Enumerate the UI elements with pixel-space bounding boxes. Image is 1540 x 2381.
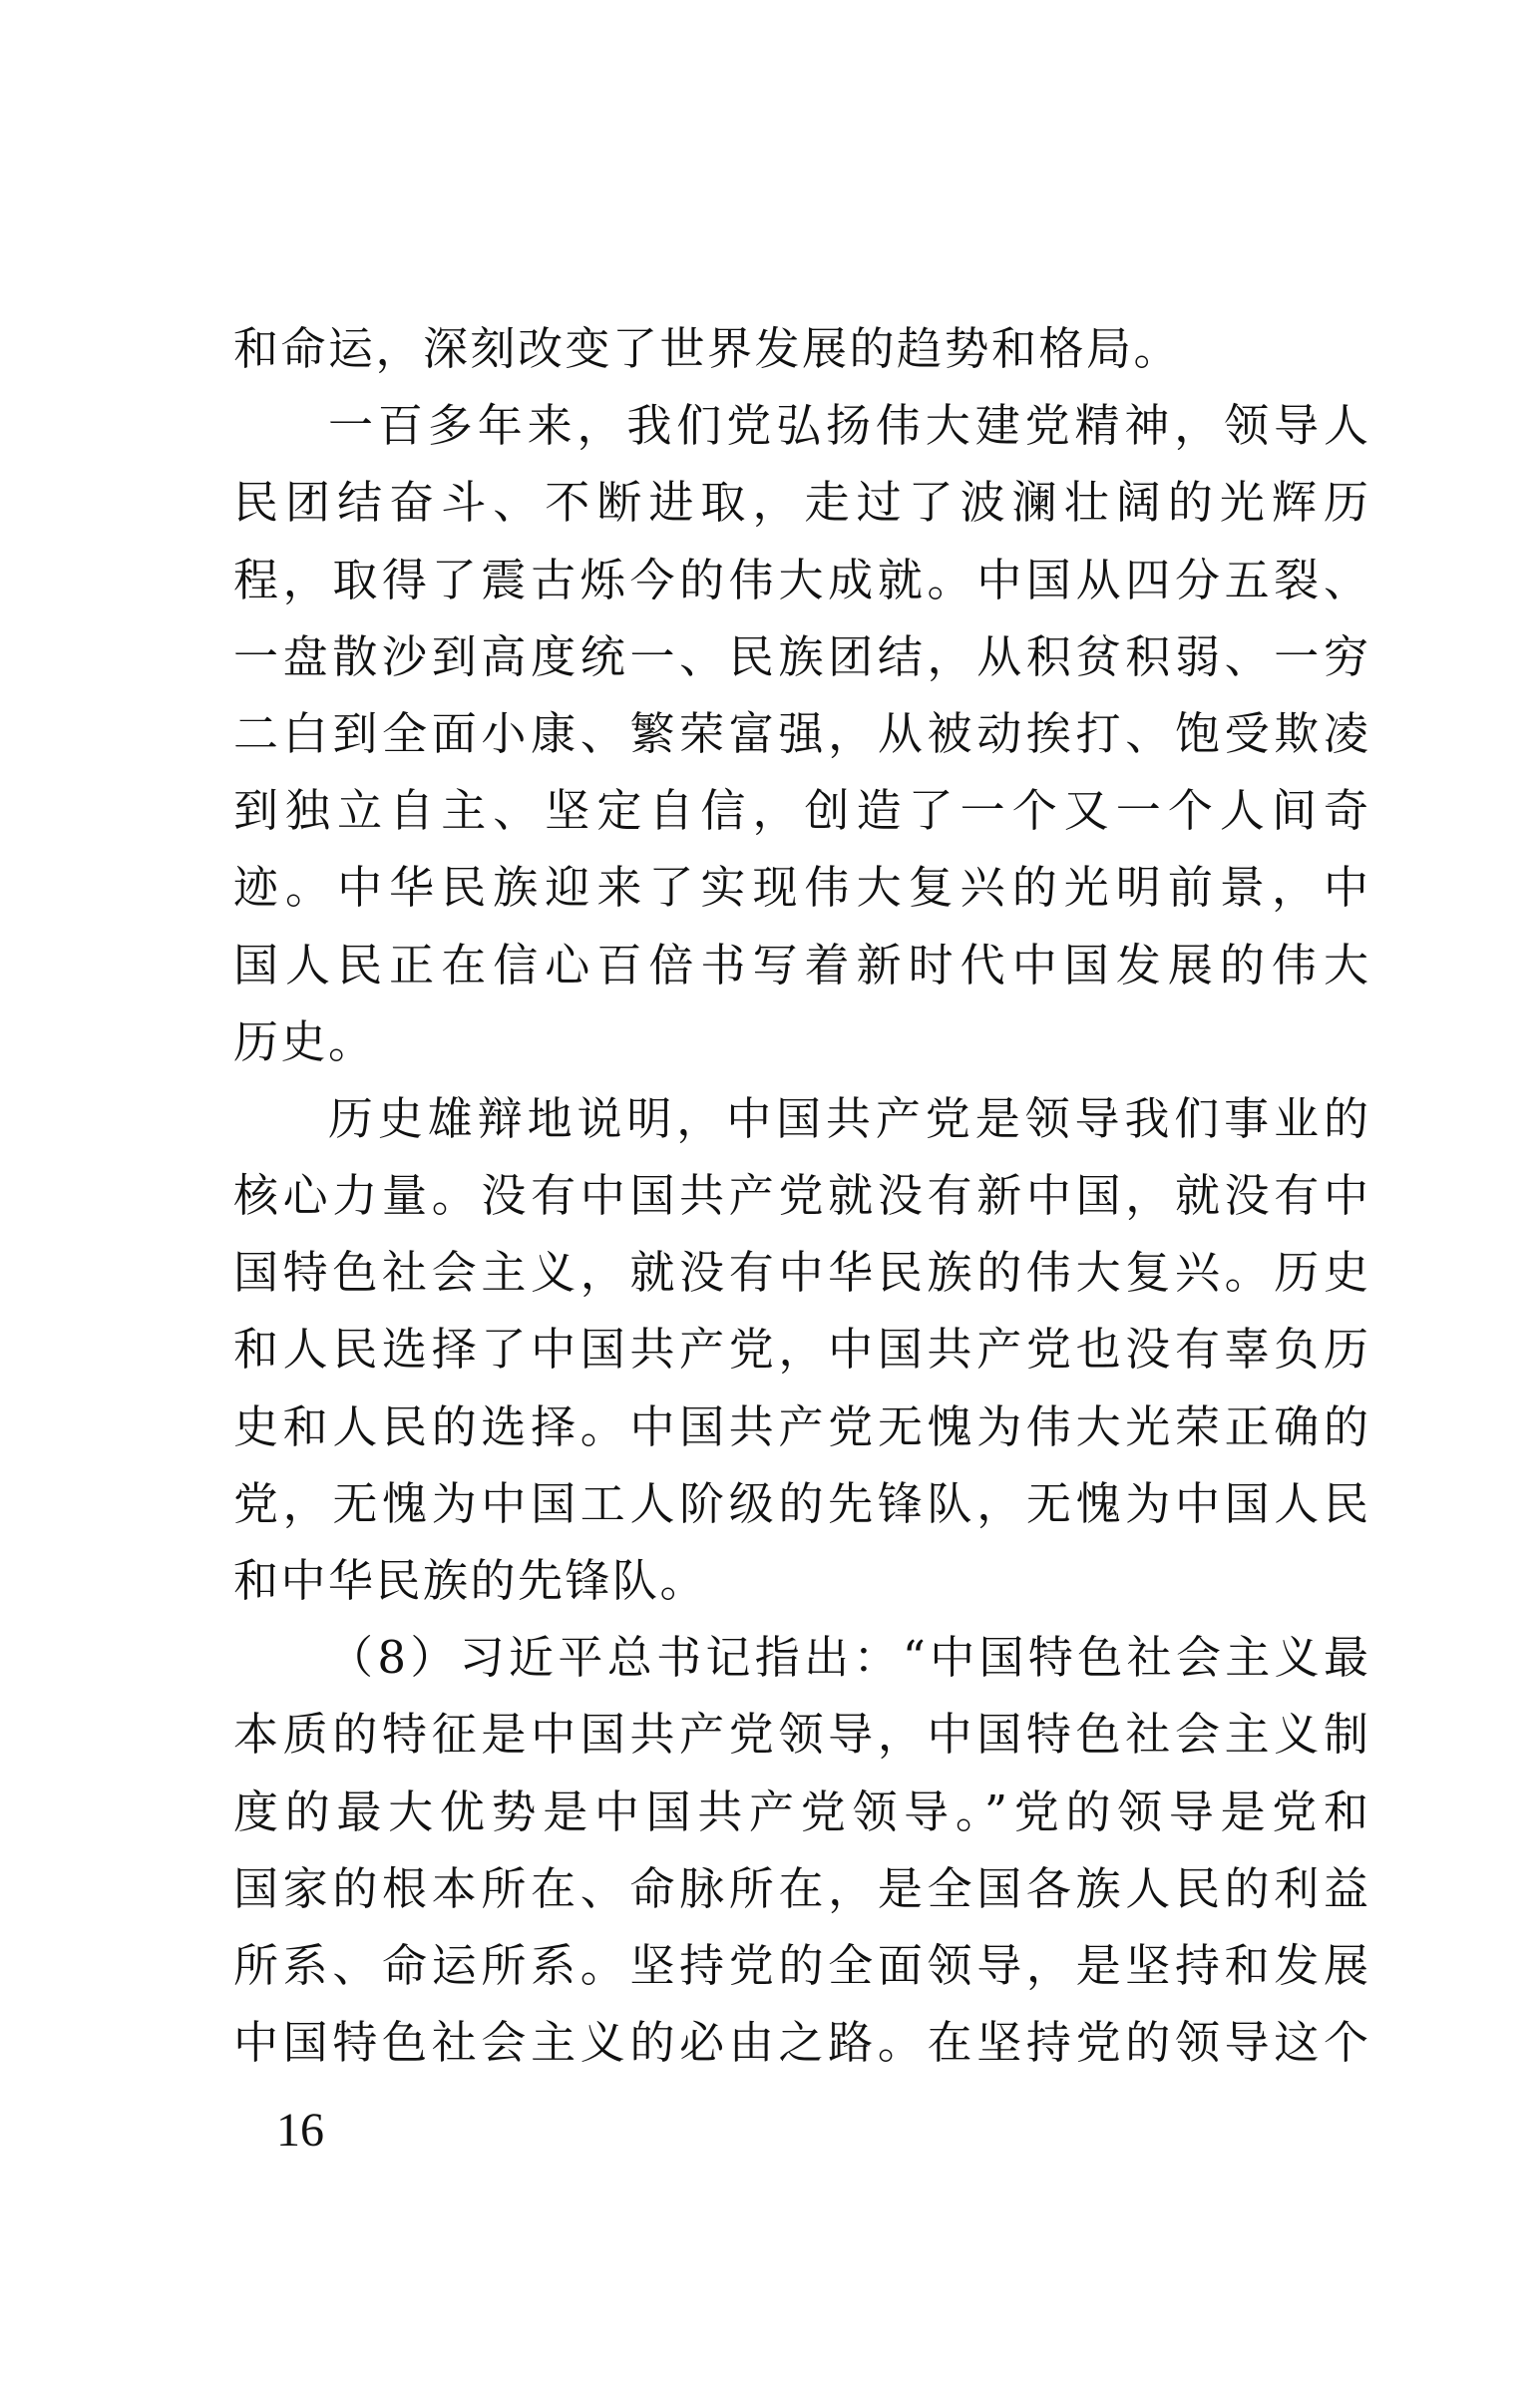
body-text <box>233 310 1368 2081</box>
text-line: 国家的根本所在、命脉所在，是全国各族人民的利益 <box>233 1861 1368 1915</box>
text-line: 和中华民族的先锋队。 <box>233 1554 708 1607</box>
text-line: 历史。 <box>233 1014 376 1068</box>
text-line: 所系、命运所系。坚持党的全面领导，是坚持和发展 <box>233 1938 1368 1992</box>
paragraph <box>233 1619 1368 2081</box>
text-line: 历史雄辩地说明，中国共产党是领导我们事业的 <box>328 1091 1368 1145</box>
text-line: （8）习近平总书记指出：“中国特色社会主义最 <box>328 1631 1368 1685</box>
text-line: 党，无愧为中国工人阶级的先锋队，无愧为中国人民 <box>233 1476 1368 1530</box>
text-line: 一盘散沙到高度统一、民族团结，从积贫积弱、一穷 <box>233 629 1368 683</box>
text-line: 度的最大优势是中国共产党领导。”党的领导是党和 <box>233 1785 1368 1838</box>
text-line: 国人民正在信心百倍书写着新时代中国发展的伟大 <box>233 938 1368 992</box>
text-line: 民团结奋斗、不断进取，走过了波澜壮阔的光辉历 <box>233 476 1368 530</box>
paragraph-continued <box>233 310 1368 387</box>
text-line: 一百多年来，我们党弘扬伟大建党精神，领导人 <box>328 399 1368 453</box>
text-line: 迹。中华民族迎来了实现伟大复兴的光明前景，中 <box>233 861 1368 915</box>
text-line: 国特色社会主义，就没有中华民族的伟大复兴。历史 <box>233 1246 1368 1300</box>
paragraph <box>233 1080 1368 1619</box>
text-line: 核心力量。没有中国共产党就没有新中国，就没有中 <box>233 1169 1368 1223</box>
paragraph <box>233 387 1368 1080</box>
text-line: 到独立自主、坚定自信，创造了一个又一个人间奇 <box>233 784 1368 838</box>
text-line: 二白到全面小康、繁荣富强，从被动挨打、饱受欺凌 <box>233 706 1368 760</box>
text-line: 程，取得了震古烁今的伟大成就。中国从四分五裂、 <box>233 553 1368 606</box>
page-number: 16 <box>276 2104 324 2157</box>
text-line: 和人民选择了中国共产党，中国共产党也没有辜负历 <box>233 1323 1368 1377</box>
text-line: 史和人民的选择。中国共产党无愧为伟大光荣正确的 <box>233 1399 1368 1453</box>
text-line: 和命运，深刻改变了世界发展的趋势和格局。 <box>233 322 1182 375</box>
text-line: 中国特色社会主义的必由之路。在坚持党的领导这个 <box>233 2016 1368 2070</box>
text-line: 本质的特征是中国共产党领导，中国特色社会主义制 <box>233 1708 1368 1762</box>
